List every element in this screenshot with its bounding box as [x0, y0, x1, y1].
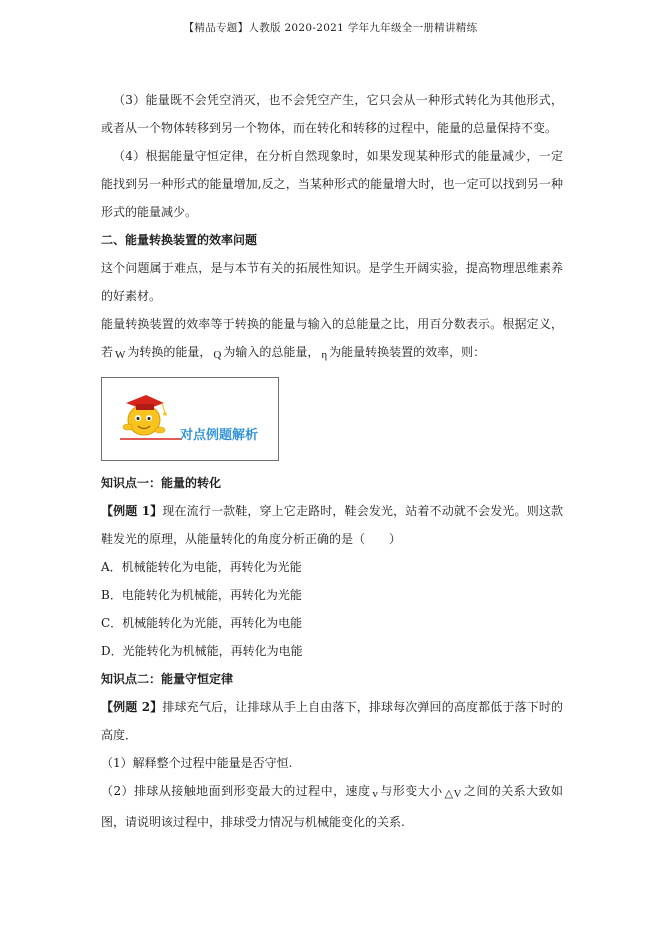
paragraph-4: （4）根据能量守恒定律，在分析自然现象时，如果发现某种形式的能量减少，一定能找到另一种形式的能量增加,反之，当某种形式的能量增大时，也一定可以找到另一种形式的能量减少。	[101, 149, 563, 219]
example-2-label: 【例题 2】	[101, 700, 163, 714]
definition-part-c: 为输入的总能量，	[223, 345, 320, 359]
variable-w: W	[115, 349, 126, 361]
example-2-text: 排球充气后，让排球从手上自由落下，排球每次弹回的高度都低于落下时的高度．	[101, 700, 563, 742]
variable-eta: η	[321, 349, 328, 361]
sub-2-part-a: （2）排球从接触地面到形变最大的过程中，速度	[101, 784, 371, 798]
option-a: A．机械能转化为电能，再转化为光能	[101, 560, 302, 574]
example-analysis-banner	[101, 377, 279, 461]
variable-q: Q	[213, 349, 222, 361]
example-2-sub-2	[101, 777, 563, 836]
definition-part-d: 为能量转换装置的效率，则：	[329, 345, 486, 359]
section-2-intro: 这个问题属于难点，是与本节有关的拓展性知识。是学生开阔实验，提高物理思维素养的好素材。	[101, 261, 563, 303]
knowledge-point-1-title: 知识点一：能量的转化	[101, 476, 222, 490]
mascot-icon	[102, 378, 278, 460]
section-2-heading: 二、能量转换装置的效率问题	[101, 233, 258, 247]
variable-delta-v: △V	[444, 788, 462, 800]
banner-title: 对点例题解析	[180, 428, 259, 443]
option-c: C．机械能转化为光能，再转化为电能	[101, 616, 303, 630]
paragraph-3: （3）能量既不会凭空消灭，也不会凭空产生，它只会从一种形式转化为其他形式，或者从一个物体转移到另一个物体，而在转化和转移的过程中，能量的总量保持不变。	[101, 93, 563, 135]
sub-2-part-c: 之间的关系大致如图，请说明该过程中，排球受力情况与机械能变化的关系.	[101, 784, 563, 829]
example-2-question	[101, 693, 563, 749]
option-b: B．电能转化为机械能，再转化为光能	[101, 588, 302, 602]
variable-v: v	[372, 788, 378, 800]
definition-part-b: 为转换的能量，	[127, 345, 212, 359]
efficiency-definition	[101, 310, 563, 369]
page-header: 【精品专题】人教版 2020-2021 学年九年级全一册精讲精练	[183, 22, 478, 34]
example-1-label: 【例题 1】	[101, 504, 163, 518]
option-d: D．光能转化为机械能，再转化为电能	[101, 644, 303, 658]
knowledge-point-2-title: 知识点二：能量守恒定律	[101, 672, 234, 686]
sub-2-part-b: 与形变大小	[379, 784, 443, 798]
example-2-sub-1: （1）解释整个过程中能量是否守恒.	[101, 756, 293, 770]
example-1-question	[101, 497, 563, 553]
document-body	[101, 86, 563, 836]
example-1-text: 现在流行一款鞋，穿上它走路时，鞋会发光，站着不动就不会发光。则这款鞋发光的原理，从能量转化的角度分析正确的是（ ）	[101, 504, 563, 546]
definition-part-a: 能量转换装置的效率等于转换的能量与输入的总能量之比，用百分数表示。根据定义，若	[101, 317, 563, 359]
